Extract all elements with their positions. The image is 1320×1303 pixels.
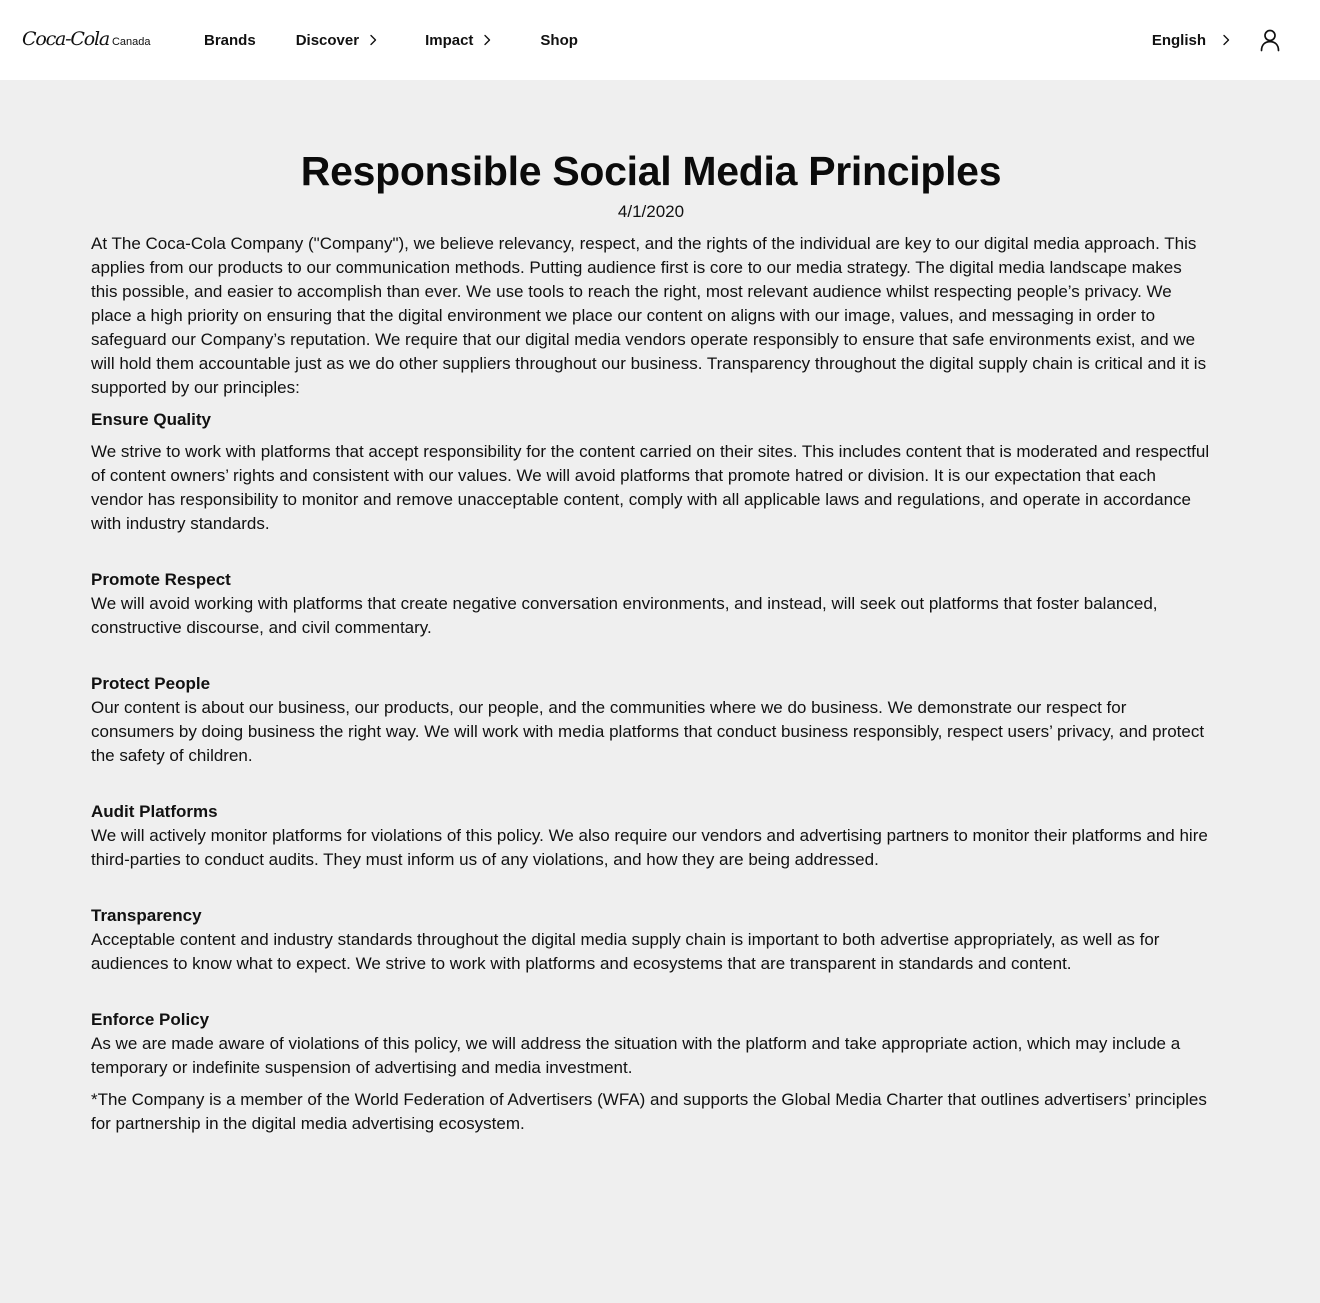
main-nav [204,0,578,80]
header-utilities [1152,0,1282,80]
section-text: Acceptable content and industry standards throughout the digital media supply chain is important to both advertise appropriately, as well as for audiences to know what to expect. We strive to work with platforms and ecosystems that are transparent in standards and content. [91,930,1160,973]
section-ensure-quality [91,408,1211,536]
chevron-right-icon [367,34,379,46]
chevron-right-icon [481,34,493,46]
site-header [0,0,1320,80]
section-title: Enforce Policy [91,1010,210,1029]
section-text: As we are made aware of violations of this policy, we will address the situation with the platform and take appropriate action, which may include a temporary or indefinite suspension of advertising and media investment. [91,1034,1181,1077]
section-promote-respect [91,568,1211,640]
section-audit-platforms [91,800,1211,872]
section-title: Audit Platforms [91,802,218,821]
nav-brands[interactable] [204,32,256,49]
nav-shop[interactable] [540,32,578,49]
footnote: *The Company is a member of the World Federation of Advertisers (WFA) and supports the Global Media Charter that outlines advertisers’ principles for partnership in the digital media advertising ecosystem. [91,1090,1207,1133]
logo-country: Canada [111,36,151,48]
logo-wordmark: Coca-Cola [22,28,109,50]
section-title: Protect People [91,674,211,693]
section-text: We strive to work with platforms that accept responsibility for the content carried on their sites. This includes content that is moderated and respectful of content owners’ rights and consistent with our values. We will avoid platforms that promote hatred or division. It is our expectation that each vendor has responsibility to monitor and remove unacceptable content, comply with all applicable laws and regulations, and operate in accordance with industry standards. [91,442,1210,533]
chevron-right-icon [1220,34,1232,46]
section-transparency [91,904,1211,976]
nav-discover-label: Discover [295,31,360,49]
coca-cola-canada-logo[interactable] [22,28,151,50]
section-text: Our content is about our business, our products, our people, and the communities where we do business. We demonstrate our respect for consumers by doing business the right way. We will work with media platforms that conduct business responsibly, respect users’ privacy, and protect the safety of children. [91,698,1205,765]
nav-impact-label: Impact [425,31,474,49]
intro-paragraph: At The Coca-Cola Company ("Company"), we believe relevancy, respect, and the rights of the individual are key to our digital media approach. This applies from our products to our communication methods. Putting audience first is core to our media strategy. The digital media landscape makes this possible, and easier to accomplish than ever. We use tools to reach the right, most relevant audience whilst respecting people’s privacy. We place a high priority on ensuring that the digital environment we place our content on aligns with our image, values, and messaging in order to safeguard our Company’s reputation. We require that our digital media vendors operate responsibly to ensure that safe environments exist, and we will hold them accountable just as we do other suppliers throughout our business. Transparency throughout the digital supply chain is critical and it is supported by our principles: [91,234,1207,397]
section-title: Transparency [91,906,202,925]
nav-discover[interactable] [296,32,379,49]
nav-impact[interactable] [425,32,493,49]
section-text: We will actively monitor platforms for violations of this policy. We also require our vendors and advertising partners to monitor their platforms and hire third-parties to conduct audits. They must inform us of any violations, and how they are being addressed. [91,826,1208,869]
section-text: We will avoid working with platforms that create negative conversation environments, and instead, will seek out platforms that foster balanced, constructive discourse, and civil commentary. [91,594,1158,637]
nav-shop-label: Shop [540,31,578,49]
language-label: English [1151,31,1206,49]
page-title: Responsible Social Media Principles [300,148,1002,194]
article [0,80,1320,1136]
section-protect-people [91,672,1211,768]
nav-brands-label: Brands [204,31,256,49]
section-enforce-policy [91,1008,1211,1080]
language-selector[interactable] [1152,32,1232,49]
section-title: Promote Respect [91,570,231,589]
publish-date: 4/1/2020 [617,202,685,221]
user-icon[interactable] [1258,28,1282,52]
section-title: Ensure Quality [91,410,211,429]
